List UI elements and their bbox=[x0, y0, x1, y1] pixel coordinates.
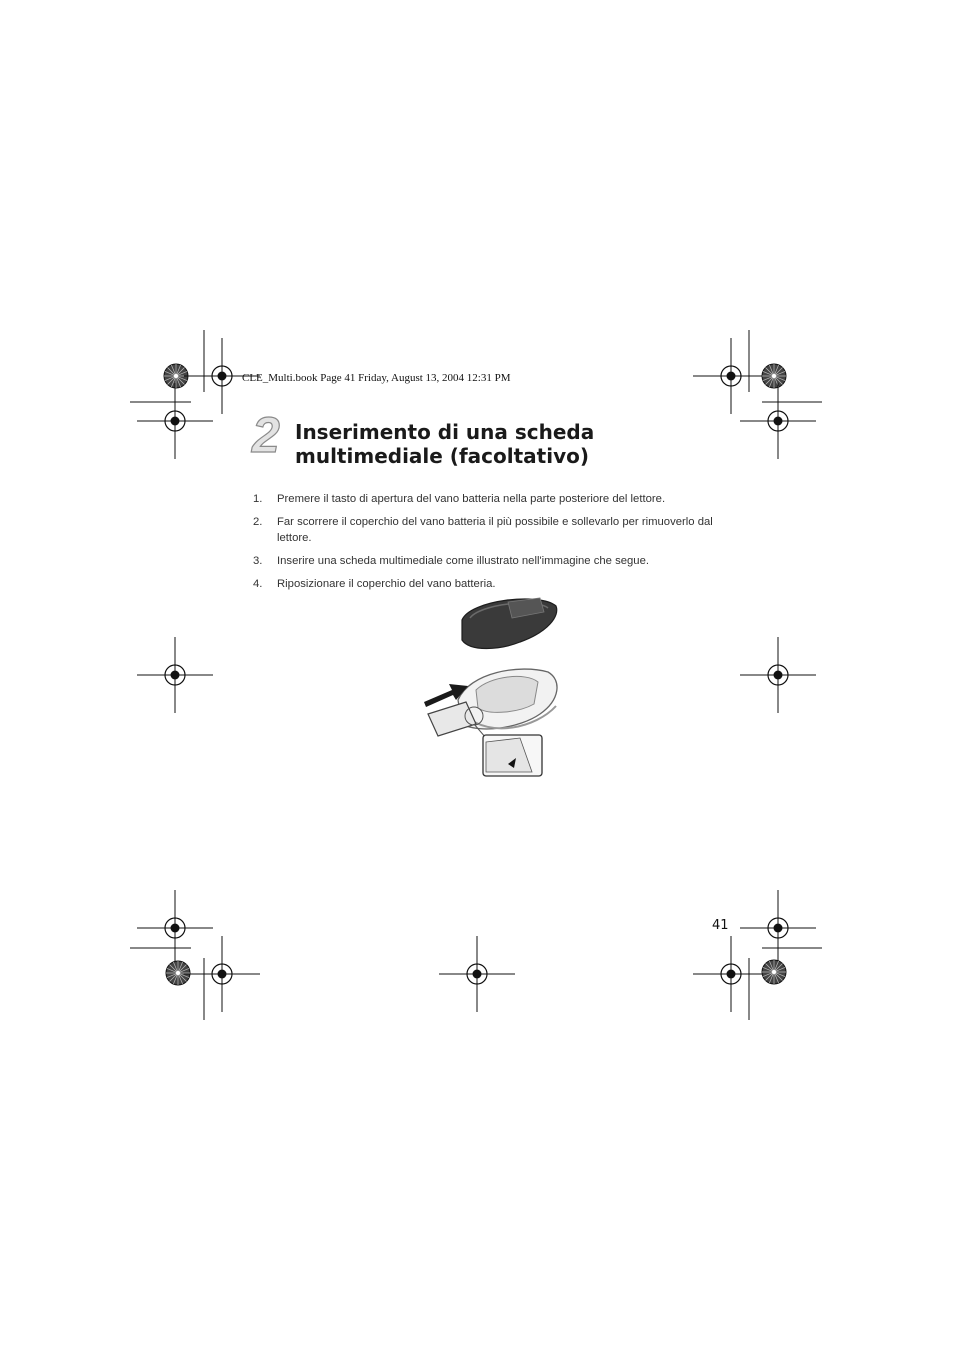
section-number: 2 bbox=[252, 407, 280, 463]
step-text: Premere il tasto di apertura del vano batteria nella parte posteriore del lettore. bbox=[277, 493, 666, 505]
step-text: Inserire una scheda multimediale come illustrato nell'immagine che segue. bbox=[277, 555, 650, 567]
list-item bbox=[253, 491, 733, 507]
running-header: CLE_Multi.book Page 41 Friday, August 13, 2004 12:31 PM bbox=[242, 372, 511, 384]
step-text: Riposizionare il coperchio del vano batteria. bbox=[277, 578, 496, 590]
list-item bbox=[253, 553, 733, 569]
memory-card-image bbox=[428, 702, 476, 736]
list-item bbox=[253, 576, 733, 592]
instruction-list bbox=[253, 491, 733, 599]
step-number: 3. bbox=[253, 555, 263, 567]
page-number: 41 bbox=[712, 918, 729, 933]
step-text: Far scorrere il coperchio del vano batteria il più possibile e sollevarlo per rimuoverlo dal lettore. bbox=[277, 516, 713, 544]
section-title: Inserimento di una scheda multimediale (facoltativo) bbox=[295, 420, 595, 468]
battery-cover-image bbox=[462, 598, 557, 649]
step-number: 1. bbox=[253, 493, 263, 505]
list-item bbox=[253, 514, 733, 546]
step-number: 4. bbox=[253, 578, 263, 590]
step-number: 2. bbox=[253, 516, 263, 528]
